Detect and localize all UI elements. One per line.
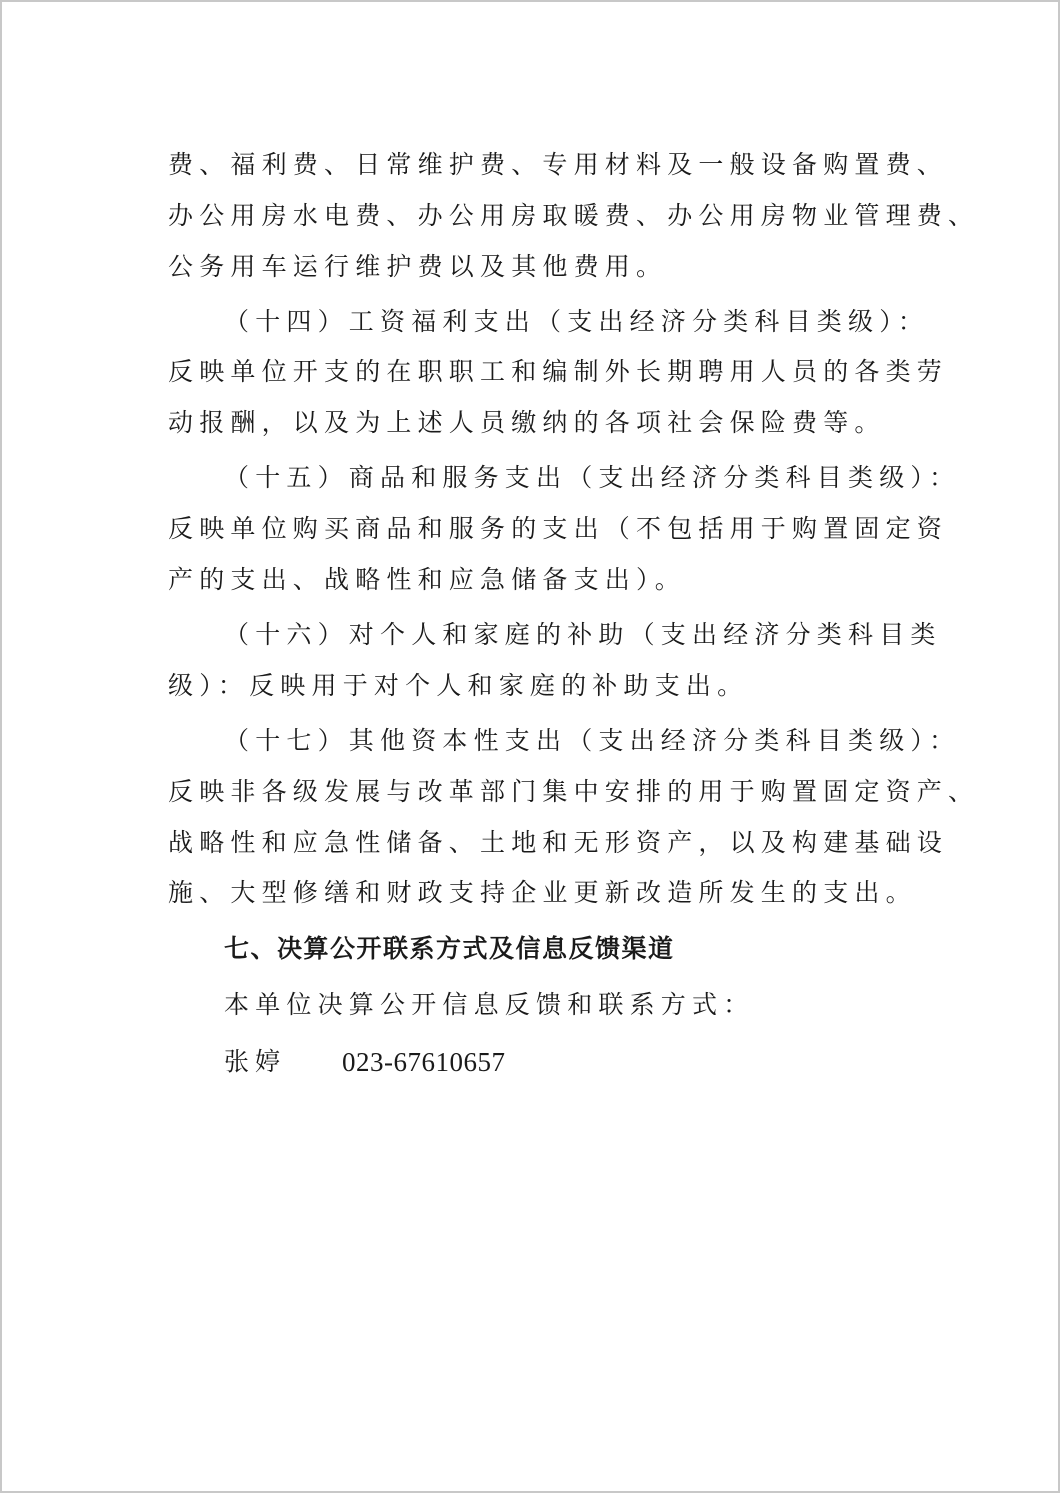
- text-line: 动报酬，以及为上述人员缴纳的各项社会保险费等。: [168, 408, 886, 437]
- text-line: （十七）其他资本性支出（支出经济分类科目类级）：: [224, 726, 961, 755]
- text-line: 费、福利费、日常维护费、专用材料及一般设备购置费、: [168, 150, 949, 179]
- text-line: 反映非各级发展与改革部门集中安排的用于购置固定资产、: [168, 777, 980, 806]
- text-line: （十四）工资福利支出（支出经济分类科目类级）：: [224, 307, 930, 336]
- text-line: 公务用车运行维护费以及其他费用。: [168, 252, 668, 281]
- contact-phone: 023-67610657: [342, 1047, 506, 1077]
- text-line: 施、大型修缮和财政支持企业更新改造所发生的支出。: [168, 878, 917, 907]
- text-line: 级）：反映用于对个人和家庭的补助支出。: [168, 671, 749, 700]
- section-heading: 七、决算公开联系方式及信息反馈渠道: [224, 934, 675, 963]
- text-line: 战略性和应急性储备、土地和无形资产，以及构建基础设: [168, 828, 949, 857]
- text-line: 办公用房水电费、办公用房取暖费、办公用房物业管理费、: [168, 201, 980, 230]
- text-line: （十六）对个人和家庭的补助（支出经济分类科目类: [224, 620, 942, 649]
- contact-name: 张婷: [224, 1047, 287, 1076]
- text-line: 反映单位开支的在职职工和编制外长期聘用人员的各类劳: [168, 357, 949, 386]
- body-text: [2, 2, 1058, 1491]
- contact-intro: 本单位决算公开信息反馈和联系方式：: [224, 990, 755, 1019]
- text-line: 反映单位购买商品和服务的支出（不包括用于购置固定资: [168, 514, 949, 543]
- text-line: 产的支出、战略性和应急储备支出）。: [168, 565, 686, 594]
- text-line: （十五）商品和服务支出（支出经济分类科目类级）：: [224, 463, 961, 492]
